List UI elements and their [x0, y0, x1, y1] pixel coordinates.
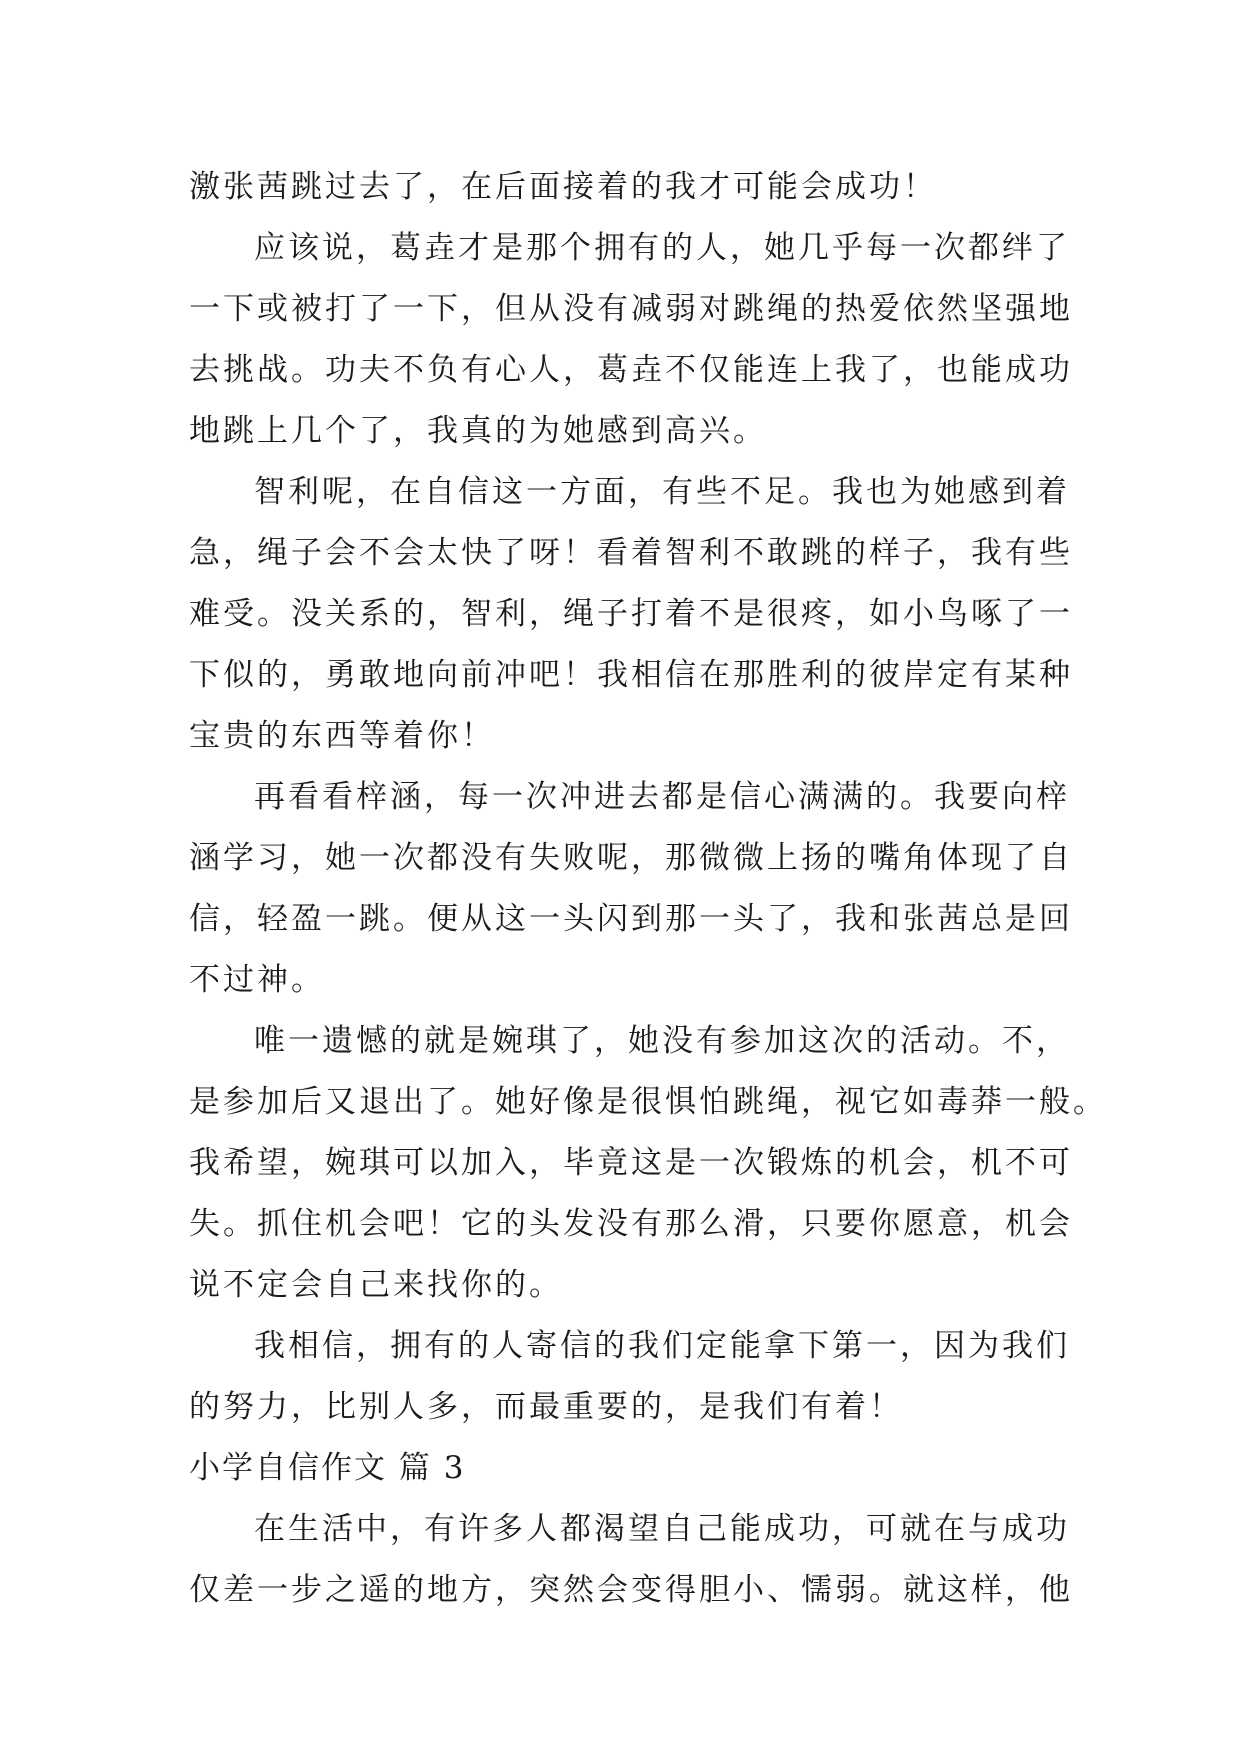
essay-body: [189, 157, 1107, 1621]
paragraph-start-line: 智利呢，在自信这一方面，有些不足。我也为她感到着: [254, 474, 1070, 510]
text-line: 失。抓住机会吧！它的头发没有那么滑，只要你愿意，机会: [189, 1206, 1073, 1242]
text-line: 不过神。: [189, 962, 325, 998]
text-line: 宝贵的东西等着你！: [189, 718, 495, 754]
text-line: 去挑战。功夫不负有心人，葛垚不仅能连上我了，也能成功: [189, 352, 1073, 388]
paragraph-start-line: 在生活中，有许多人都渴望自己能成功，可就在与成功: [254, 1511, 1070, 1547]
text-line: 的努力，比别人多，而最重要的，是我们有着！: [189, 1389, 903, 1425]
text-line: 下似的，勇敢地向前冲吧！我相信在那胜利的彼岸定有某种: [189, 657, 1073, 693]
text-line: 我希望，婉琪可以加入，毕竟这是一次锻炼的机会，机不可: [189, 1145, 1073, 1181]
text-line: 仅差一步之遥的地方，突然会变得胆小、懦弱。就这样，他: [189, 1572, 1073, 1608]
paragraph-start-line: 我相信，拥有的人寄信的我们定能拿下第一，因为我们: [254, 1328, 1070, 1364]
section-heading: 小学自信作文 篇 3: [189, 1450, 466, 1486]
paragraph-start-line: 唯一遗憾的就是婉琪了，她没有参加这次的活动。不，: [254, 1023, 1070, 1059]
text-line: 一下或被打了一下，但从没有减弱对跳绳的热爱依然坚强地: [189, 291, 1073, 327]
text-line: 难受。没关系的，智利，绳子打着不是很疼，如小鸟啄了一: [189, 596, 1073, 632]
paragraph-start-line: 应该说，葛垚才是那个拥有的人，她几乎每一次都绊了: [254, 230, 1070, 266]
text-line: 是参加后又退出了。她好像是很惧怕跳绳，视它如毒莽一般。: [189, 1084, 1107, 1120]
text-line: 地跳上几个了，我真的为她感到高兴。: [189, 413, 767, 449]
text-line: 涵学习，她一次都没有失败呢，那微微上扬的嘴角体现了自: [189, 840, 1073, 876]
text-line: 信，轻盈一跳。便从这一头闪到那一头了，我和张茜总是回: [189, 901, 1073, 937]
text-line: 说不定会自己来找你的。: [189, 1267, 563, 1303]
paragraph-start-line: 再看看梓涵，每一次冲进去都是信心满满的。我要向梓: [254, 779, 1070, 815]
text-line: 激张茜跳过去了，在后面接着的我才可能会成功！: [189, 169, 937, 205]
text-line: 急，绳子会不会太快了呀！看着智利不敢跳的样子，我有些: [189, 535, 1073, 571]
